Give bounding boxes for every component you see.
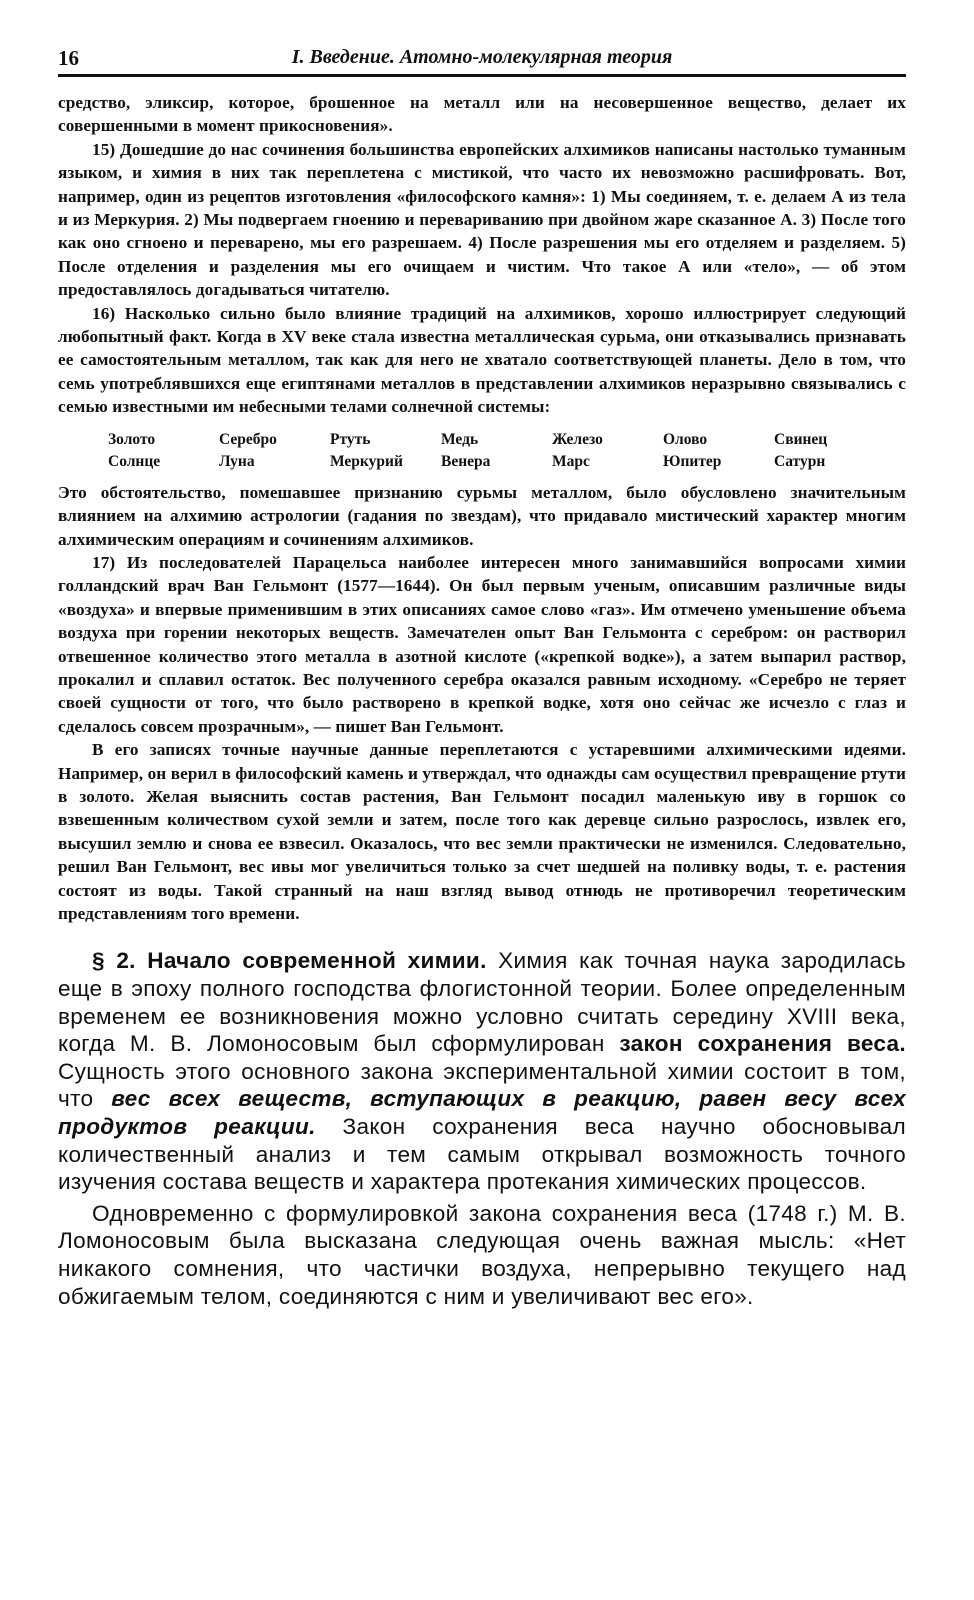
text-run: Закон сохранения веса научно обосновывал количественный анализ и тем самым открывал возможность точного изучения состава веществ и характера протекания химических процессов. <box>58 1113 906 1195</box>
footnotes-block <box>58 91 906 925</box>
metals-planets-table <box>108 429 885 473</box>
running-title: I. Введение. Атомно-молекулярная теория <box>291 46 673 68</box>
text-run: Сущность этого основного закона экспериментальной химии состоит в том, что <box>58 1058 906 1112</box>
section-heading: § 2. Начало современной химии. <box>92 948 487 974</box>
metal-cell: Олово <box>663 430 708 448</box>
page-header <box>58 42 906 77</box>
planet-cell: Солнце <box>108 452 161 470</box>
main-text-block <box>58 947 906 1310</box>
metal-cell: Золото <box>108 430 156 448</box>
text-run: Химия как точная наука зародилась еще в эпоху полного господства флогистонной теории. Более определенным временем ее возникновения можно условно считать середину XVIII века, когда М. В. Ломоносовым был сформулирован <box>58 948 906 1057</box>
planet-cell: Сатурн <box>774 452 826 470</box>
metal-cell: Свинец <box>774 430 828 448</box>
planet-cell: Юпитер <box>663 452 722 470</box>
planet-cell: Марс <box>552 452 590 470</box>
section-paragraph-1 <box>58 947 906 1195</box>
footnote-16-continuation: Это обстоятельство, помешавшее признанию сурьмы металлом, было обусловлено значительным влиянием на алхимию астрологии (гадания по звездам), что придавало мистический характер многим алхимическим операциям и сочинениям алхимиков. <box>58 482 906 549</box>
law-statement: вес всех веществ, вступающих в реакцию, равен весу всех продуктов реакции. <box>58 1086 907 1139</box>
planet-cell: Меркурий <box>330 452 403 470</box>
footnote-17-paragraph-2: В его записях точные научные данные переплетаются с устаревшими алхимическими идеями. Например, он верил в философский камень и утверждал, что однажды сам осуществил превращение ртути в золото. Желая выяснить состав растения, Ван Гельмонт посадил маленькую иву в горшок со взвешенным количеством сухой земли и затем, после того как деревце сильно разрослось, извлек его, высушил землю и снова ее взвесил. Оказалось, что вес земли практически не изменился. Следовательно, решил Ван Гельмонт, вес ивы мог увеличиться только за счет шедшей на поливку воды, т. е. растения состоят из воды. Такой странный на наш взгляд вывод отнюдь не противоречил теоретическим представлениям того времени. <box>58 740 906 923</box>
metal-cell: Серебро <box>219 430 277 448</box>
section-paragraph-2: Одновременно с формулировкой закона сохранения веса (1748 г.) М. В. Ломоносовым была высказана следующая очень важная мысль: «Нет никакого сомнения, что частички воздуха, непрерывно текущего над обжигаемым телом, соединяются с ним и увеличивают вес его». <box>58 1200 906 1309</box>
metals-row <box>108 429 885 451</box>
planet-cell: Венера <box>441 452 491 470</box>
metal-cell: Железо <box>552 430 603 448</box>
footnote-16: 16) Насколько сильно было влияние традиций на алхимиков, хорошо иллюстрирует следующий любопытный факт. Когда в XV веке стала известна металлическая сурьма, они отказывались признавать ее самостоятельным металлом, так как для него не хватало соответствующей планеты. Дело в том, что семь употреблявшихся еще египтянами металлов в представлении алхимиков неразрывно связывались с семью известными им небесными телами солнечной системы: <box>58 303 906 417</box>
footnote-15: 15) Дошедшие до нас сочинения большинства европейских алхимиков написаны настолько туманным языком, и химия в них так переплетена с мистикой, что часто их невозможно расшифровать. Вот, например, один из рецептов изготовления «философского камня»: 1) Мы соединяем, т. е. делаем А из тела и из Меркурия. 2) Мы подвергаем гноению и перевариванию при двойном жаре сказанное А. 3) После того как оно сгноено и переварено, мы его разрешаем. 4) После разрешения мы его отделяем и разделяем. 5) После отделения и разделения мы его очищаем и чистим. Что такое А или «тело», — об этом предоставлялось догадываться читателю. <box>58 139 906 300</box>
planet-cell: Луна <box>219 452 255 470</box>
planets-row <box>108 451 885 473</box>
metal-cell: Ртуть <box>330 430 371 448</box>
law-name: закон сохранения веса. <box>619 1031 907 1057</box>
footnote-17: 17) Из последователей Парацельса наиболее интересен много занимавшийся вопросами химии голландский врач Ван Гельмонт (1577—1644). Он был первым ученым, описавшим различные виды «воздуха» и впервые применившим в этих описаниях самое слово «газ». Им отмечено уменьшение объема воздуха при горении некоторых веществ. Замечателен опыт Ван Гельмонта с серебром: он растворил отвешенное количество этого металла в азотной кислоте («крепкой водке»), а затем выпарил раствор, прокалил и сплавил остаток. Вес полученного серебра оказался равным исходному. «Серебро не теряет своей сущности от того, что было растворено в крепкой водке, хотя оно сейчас же исчезло с глаз и сделалось совсем прозрачным», — пишет Ван Гельмонт. <box>58 552 906 736</box>
metal-cell: Медь <box>441 430 479 448</box>
page-number: 16 <box>58 46 79 70</box>
footnote-continuation: средство, эликсир, которое, брошенное на металл или на несовершенное вещество, делает их совершенными в момент прикосновения». <box>58 93 906 136</box>
